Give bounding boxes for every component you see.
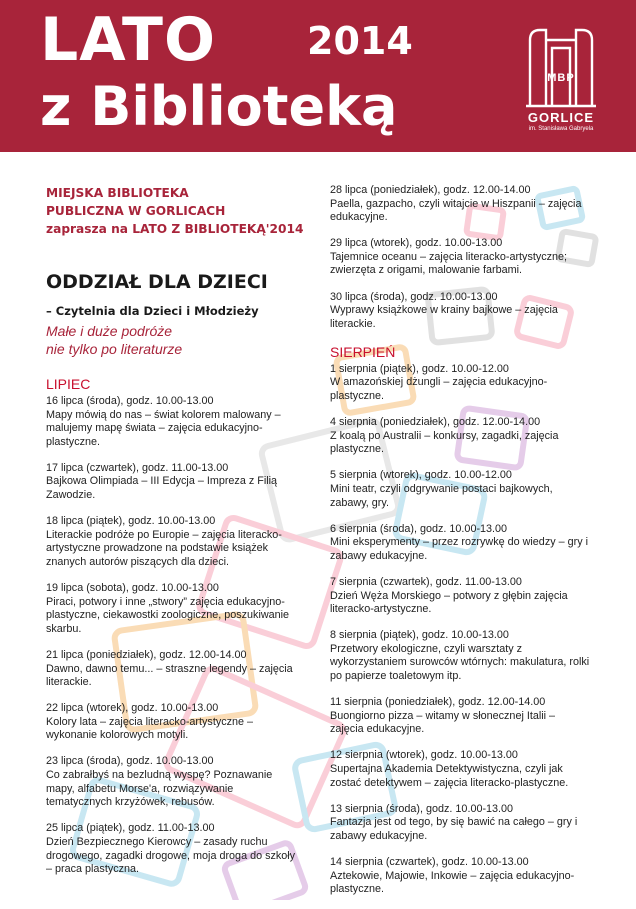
intro-line: PUBLICZNA W GORLICACH [46,204,226,218]
title-year: 2014 [307,19,413,63]
event-date: 18 lipca (piątek), godz. 10.00-13.00 [46,515,216,528]
event-item [330,576,590,617]
event-item [46,515,296,569]
event-item [46,702,296,743]
event-date: 6 sierpnia (środa), godz. 10.00-13.00 [330,522,508,535]
event-item [330,749,590,790]
event-date: 7 sierpnia (czwartek), godz. 11.00-13.00 [330,575,522,588]
intro-text [46,184,303,238]
event-date: 8 sierpnia (piątek), godz. 10.00-13.00 [330,629,509,642]
event-item [46,582,296,636]
library-logo [516,18,606,136]
event-date: 5 sierpnia (wtorek), godz. 10.00-12.00 [330,469,512,482]
event-description: Co zabrałbyś na bezludną wyspę? Poznawanie mapy, alfabetu Morse'a, rozwiązywanie tematycznych krzyżówek, rebusów. [46,769,273,809]
motto-line: Małe i duże podróże [46,323,173,339]
event-description: Wyprawy książkowe w krainy bajkowe – zajęcia literackie. [330,304,558,330]
event-item [330,523,590,564]
event-date: 29 lipca (wtorek), godz. 10.00-13.00 [330,237,503,250]
event-date: 13 sierpnia (środa), godz. 10.00-13.00 [330,802,514,815]
intro-line: zaprasza na LATO Z BIBLIOTEKĄ'2014 [46,222,304,236]
logo-initials: MBP [547,72,575,84]
event-description: W amazońskiej dżungli – zajęcia edukacyjno-plastyczne. [330,376,548,403]
event-item [46,649,296,690]
event-item [330,184,590,225]
event-description: Bajkowa Olimpiada – III Edycja – Impreza z Filią Zawodzie. [46,475,278,502]
header-banner [0,0,636,152]
event-date: 4 sierpnia (poniedziałek), godz. 12.00-14.00 [330,416,541,429]
event-description: Dzień Bezpiecznego Kierowcy – zasady ruchu drogowego, zagadki drogowe, moja droga do szkoły – praca plastyczna. [46,835,296,876]
event-description: Buongiorno pizza – witamy w słonecznej Italii – zajęcia edukacyjne. [330,709,556,736]
event-description: Przetwory ekologiczne, czyli warsztaty z wykorzystaniem surowców wtórnych: makulatura, rolki po papierze toaletowym itp. [330,642,590,683]
event-item [330,416,590,457]
event-item [46,822,296,876]
title-z-biblioteka: z Biblioteką [40,75,398,138]
event-date: 16 lipca (środa), godz. 10.00-13.00 [46,395,214,407]
event-date: 11 sierpnia (poniedziałek), godz. 12.00-14.00 [330,696,546,709]
event-item [46,755,296,809]
logo-city: GORLICE [527,110,595,125]
schedule-left-column [46,376,296,889]
motto-line: nie tylko po literaturze [46,341,183,357]
event-date: 30 lipca (środa), godz. 10.00-13.00 [330,290,498,303]
event-item [330,291,590,332]
title-lato: LATO [40,5,216,75]
event-date: 12 sierpnia (wtorek), godz. 10.00-13.00 [330,749,518,762]
month-heading: SIERPIEŃ [330,343,396,360]
event-item [46,462,296,503]
logo-patron: im. Stanisława Gabryela [528,126,594,132]
event-description: Literackie podróże po Europie – zajęcia literacko-artystyczne prowadzone na podstawie książek znanych autorów piszących dla dzieci. [46,528,282,568]
event-description: Paella, gazpacho, czyli witajcie w Hiszpanii – zajęcia edukacyjne. [330,197,582,224]
event-item [330,696,590,737]
schedule-right-column [330,184,590,909]
event-item [330,363,590,404]
event-date: 22 lipca (wtorek), godz. 10.00-13.00 [46,702,219,715]
event-description: Piraci, potwory i inne „stwory” zajęcia edukacyjno-plastyczne, ciekawostki zoologiczne, poszukiwanie skarbu. [46,595,290,635]
event-date: 28 lipca (poniedziałek), godz. 12.00-14.00 [330,184,531,196]
event-date: 14 sierpnia (czwartek), godz. 10.00-13.00 [330,855,529,868]
event-description: Mini teatr, czyli odgrywanie postaci bajkowych, zabawy, gry. [330,483,553,509]
intro-line: MIEJSKA BIBLIOTEKA [46,186,189,200]
event-description: Tajemnice oceanu – zajęcia literacko-artystyczne; zwierzęta z origami, malowanie farbami. [330,250,568,277]
event-date: 17 lipca (czwartek), godz. 11.00-13.00 [46,461,229,474]
event-date: 19 lipca (sobota), godz. 10.00-13.00 [46,582,219,595]
event-description: Aztekowie, Majowie, Inkowie – zajęcia edukacyjno-plastyczne. [330,869,575,896]
event-item [330,469,590,510]
event-description: Dawno, dawno temu... – straszne legendy – zajęcia literackie. [46,662,293,689]
event-item [330,237,590,278]
event-description: Dzień Węża Morskiego – potwory z głębin zajęcia literacko-artystyczne. [330,589,568,616]
month-heading: LIPIEC [46,376,91,392]
event-description: Kolory lata – zajęcia literacko-artystyczne – wykonanie kolorowych motyli. [46,715,254,742]
event-item [330,629,590,683]
event-description: Z koalą po Australii – konkursy, zagadki, zajęcia plastyczne. [330,429,559,456]
event-date: 23 lipca (środa), godz. 10.00-13.00 [46,755,214,768]
event-description: Mapy mówią do nas – świat kolorem malowany – malujemy mapę świata – zajęcia edukacyjno-plastyczne. [46,408,281,448]
event-description: Fantazja jest od tego, by się bawić na całego – gry i zabawy edukacyjne. [330,816,578,842]
event-date: 1 sierpnia (piątek), godz. 10.00-12.00 [330,362,509,375]
event-date: 25 lipca (piątek), godz. 11.00-13.00 [46,822,215,835]
event-description: Mini eksperymenty – przez rozrywkę do wiedzy – gry i zabawy edukacyjne. [330,536,589,562]
department-subtitle: – Czytelnia dla Dzieci i Młodzieży [46,304,259,318]
motto [46,322,182,358]
event-item [330,803,590,844]
event-item [46,395,296,449]
event-date: 21 lipca (poniedziałek), godz. 12.00-14.00 [46,648,247,661]
event-description: Supertajna Akademia Detektywistyczna, czyli jak zostać detektywem – zajęcia literacko-plastyczne. [330,763,569,789]
department-title: ODDZIAŁ DLA DZIECI [46,271,268,293]
event-item [330,856,590,897]
